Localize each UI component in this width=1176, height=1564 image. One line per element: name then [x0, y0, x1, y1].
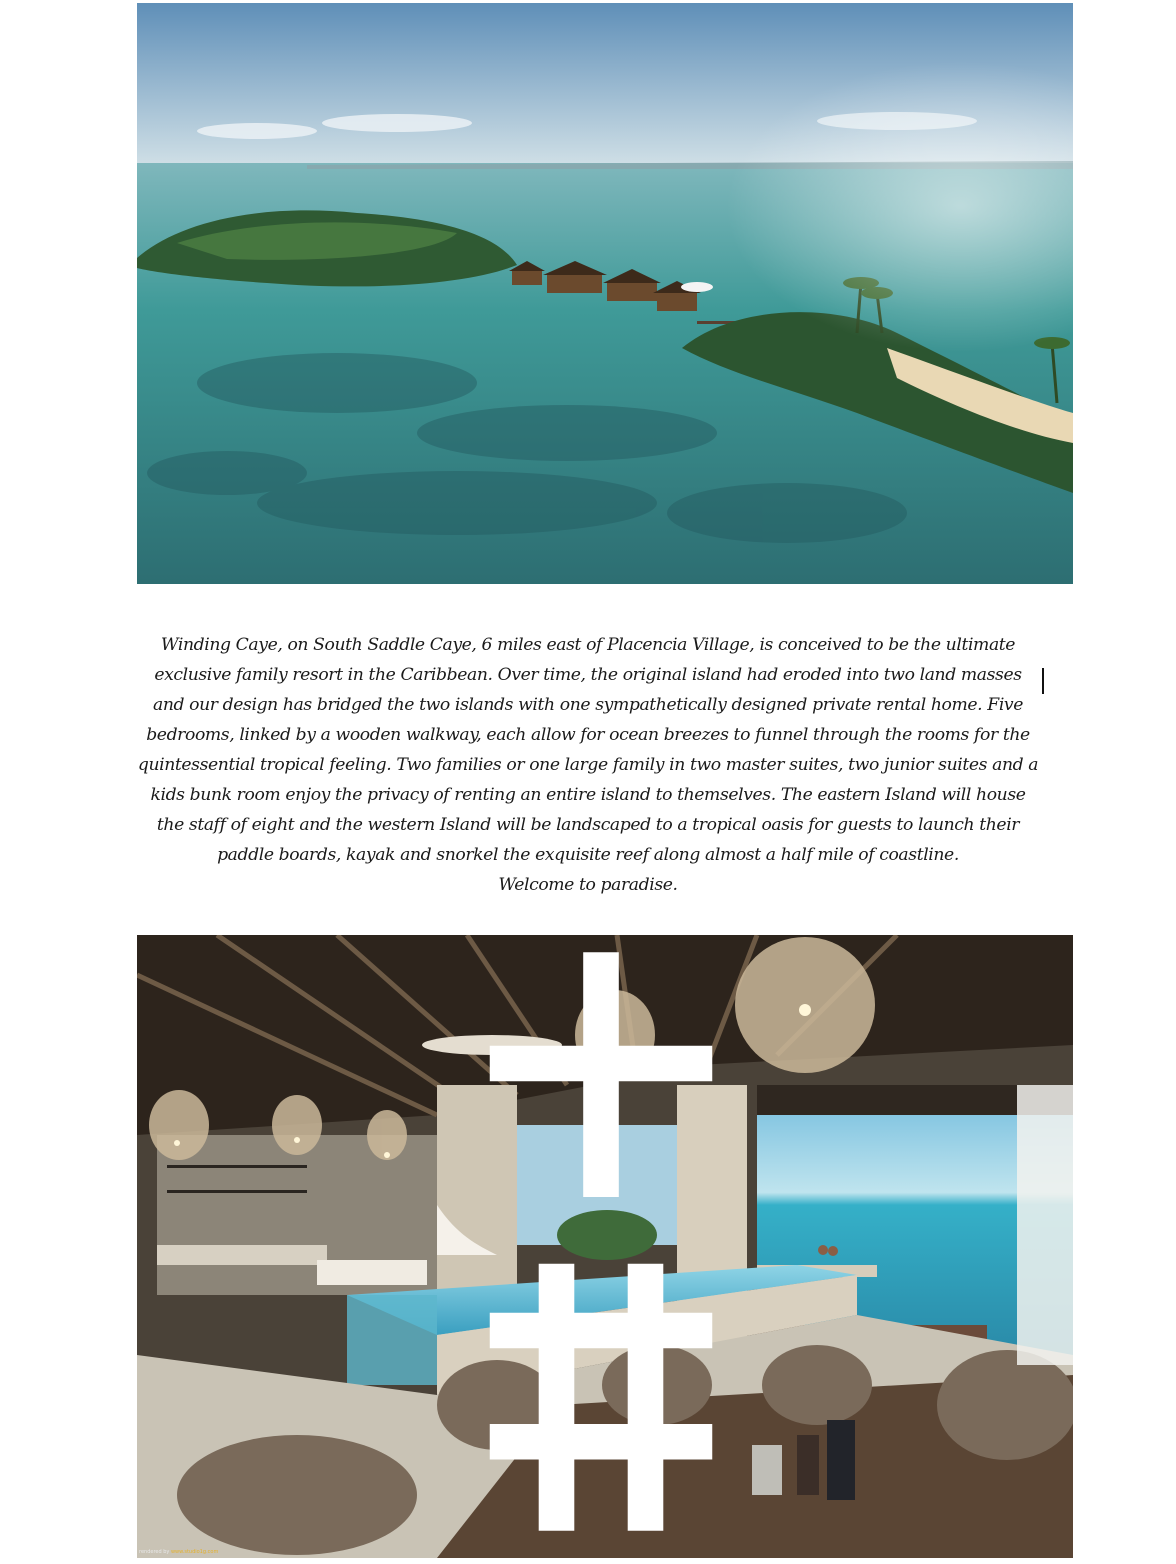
description-line: kids bunk room enjoy the privacy of renting an entire island to themselves. The eastern Island will house [150, 785, 1026, 805]
description-line: quintessential tropical feeling. Two families or one large family in two master suites, two junior suites and a [137, 755, 1039, 775]
render-credit-site: www.studio1g.com [170, 1549, 219, 1555]
description-line: and our design has bridged the two islands with one sympathetically designed private rental home. Five [153, 695, 1023, 715]
description-line: Winding Caye, on South Saddle Caye, 6 miles east of Placencia Village, is conceived to be the ultimate [160, 635, 1016, 655]
text-cursor [1042, 668, 1044, 694]
description-line: paddle boards, kayak and snorkel the exquisite reef along almost a half mile of coastline. [217, 845, 959, 865]
description-line: the staff of eight and the western Island will be landscaped to a tropical oasis for guests to launch their [156, 815, 1020, 835]
aerial-island-photo [137, 3, 1073, 584]
interior-living-photo [137, 935, 1073, 1558]
welcome-line: Welcome to paradise. [498, 875, 678, 895]
description-line: bedrooms, linked by a wooden walkway, each allow for ocean breezes to funnel through the rooms for the [146, 725, 1030, 745]
description-line: exclusive family resort in the Caribbean. Over time, the original island had eroded into two land masses [154, 665, 1022, 685]
aerial-island-illustration [137, 3, 1073, 584]
render-credit-prefix: rendered by [139, 1549, 170, 1555]
resort-description [108, 630, 1068, 900]
studio-logo-icon [137, 935, 1069, 1553]
